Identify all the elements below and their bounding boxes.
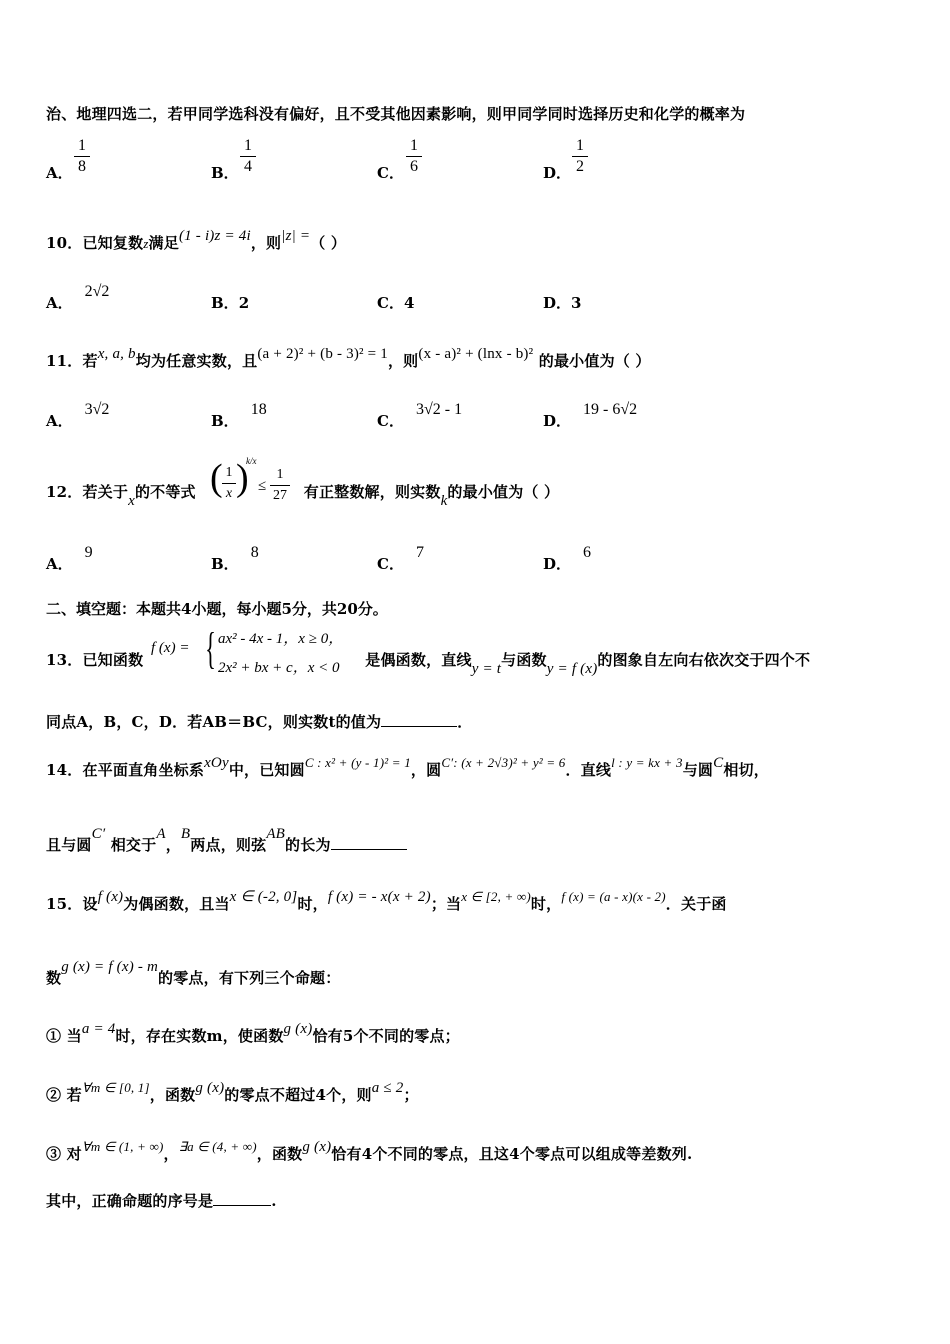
q14-circle-c2: C′: (x + 2√3)² + y² = 6 — [441, 755, 566, 770]
q9-stem: 治、地理四选二，若甲同学选科没有偏好，且不受其他因素影响，则甲同学同时选择历史和化学的概率为 — [46, 105, 746, 123]
numerator: 1 — [78, 137, 86, 154]
option-value: 2 — [238, 294, 250, 312]
q15-final — [46, 1190, 277, 1211]
q12-option-a[interactable] — [46, 544, 93, 574]
p3-cond1: ∀m ∈ (1, + ∞) — [81, 1139, 164, 1154]
option-label: D． — [543, 164, 572, 182]
option-label: A． — [46, 294, 73, 312]
q15-mid3: ；当 — [430, 895, 462, 913]
q14-tail: 相切， — [723, 761, 769, 779]
q13-end: ． — [457, 713, 473, 731]
q10-paren: （ ） — [310, 234, 347, 252]
denominator: x — [225, 486, 233, 501]
q13-prefix: 13．已知函数 — [46, 651, 144, 669]
p2-cond: ∀m ∈ [0, 1] — [81, 1080, 150, 1095]
q13-line2 — [46, 711, 472, 732]
q13-line: y = t — [471, 661, 502, 677]
q12-rhs-fraction — [270, 466, 290, 505]
q11-tail: ，则 — [387, 352, 419, 370]
q14-circle-c: C : x² + (y - 1)² = 1 — [304, 755, 411, 770]
q12-end: 的最小值为（ ） — [447, 483, 560, 501]
q12-k-var: k — [440, 493, 448, 509]
q15-proposition-2 — [46, 1080, 419, 1105]
q14-mid2: ，圆 — [410, 761, 442, 779]
q14-ab: AB — [266, 826, 286, 842]
p1-a: ① 当 — [46, 1027, 82, 1045]
option-label: D． — [543, 294, 572, 312]
option-label: D． — [543, 412, 572, 430]
option-label: A． — [46, 412, 73, 430]
p3-c: 恰有4个不同的零点，且这4个零点可以组成等差数列. — [331, 1145, 693, 1163]
option-label: B． — [211, 555, 239, 573]
option-label: C． — [377, 164, 404, 182]
q9-option-d[interactable] — [543, 162, 571, 183]
q15-proposition-1 — [46, 1021, 460, 1046]
q14-c: C — [713, 755, 724, 771]
option-label: B． — [211, 164, 239, 182]
denominator: 6 — [410, 158, 418, 175]
q15-line2b: 的零点，有下列三个命题： — [158, 969, 341, 987]
option-label: C． — [377, 412, 404, 430]
q11-end: 的最小值为（ ） — [538, 352, 651, 370]
q9-option-d-fraction — [572, 137, 588, 176]
q10-abs: |z| = — [281, 228, 311, 244]
p2-d: ； — [403, 1086, 419, 1104]
q10-equation: (1 - i)z = 4i — [178, 228, 251, 244]
p1-c: 恰有5个不同的零点； — [312, 1027, 460, 1045]
q14-line2b: 相交于 — [110, 836, 157, 854]
q15-cond2: x ∈ [2, + ∞) — [461, 889, 531, 904]
q15-mid4: 时， — [530, 895, 562, 913]
q15-mid2: 时， — [297, 895, 328, 913]
q13-line2-text: 同点A，B，C，D．若AB＝BC，则实数t的值为 — [46, 713, 382, 731]
q15-fx: f (x) — [97, 889, 124, 905]
q15-prefix: 15．设 — [46, 895, 98, 913]
option-label: A． — [46, 164, 73, 182]
p3-cond2: ∃a ∈ (4, + ∞) — [178, 1139, 257, 1154]
numerator: 1 — [244, 137, 252, 154]
option-value: 3 — [571, 294, 582, 312]
q10-option-a[interactable] — [46, 283, 110, 313]
q10-option-c[interactable] — [377, 292, 414, 313]
q10-option-b[interactable] — [211, 292, 249, 313]
q12-option-b[interactable] — [211, 544, 259, 574]
q13-case1: ax² - 4x - 1，x ≥ 0， — [218, 631, 344, 647]
q14-cprime: C′ — [91, 826, 106, 842]
q13-fx: f (x) = — [151, 640, 190, 656]
q15-mid: 为偶函数，且当 — [123, 895, 230, 913]
q15-expr1: f (x) = - x(x + 2) — [327, 889, 431, 905]
p2-gx: g (x) — [195, 1080, 225, 1096]
q11-mid: 均为任意实数，且 — [135, 352, 258, 370]
p2-c: 的零点不超过4个，则 — [224, 1086, 372, 1104]
q15-expr2: f (x) = (a - x)(x - 2) — [561, 889, 666, 904]
q15-proposition-3 — [46, 1139, 693, 1164]
q11-prefix: 11．若 — [46, 352, 98, 370]
q12-paren-left: ( — [210, 457, 223, 499]
q13-case2: 2x² + bx + c，x < 0 — [218, 660, 340, 676]
q11-expression: (x - a)² + (lnx - b)² — [418, 346, 534, 362]
option-label: C． — [377, 555, 404, 573]
q13-brace: { — [205, 624, 216, 673]
p2-a: ② 若 — [46, 1086, 82, 1104]
q12-mid: 的不等式 — [134, 483, 196, 501]
q15-final-end: . — [271, 1192, 277, 1210]
option-label: B． — [211, 294, 239, 312]
q15-tail: ．关于函 — [665, 895, 727, 913]
p3-comma: ， — [163, 1145, 179, 1163]
q13-tail: 的图象自左向右依次交于四个不 — [597, 651, 811, 669]
section-heading: 二、填空题：本题共4小题，每小题5分，共20分。 — [46, 600, 388, 618]
q11-vars: x, a, b — [97, 346, 136, 362]
option-value: 4 — [403, 294, 415, 312]
q11-option-d[interactable] — [543, 401, 638, 431]
q15-stem — [46, 889, 727, 914]
q12-exponent: k/x — [246, 456, 257, 466]
q10-stem — [46, 228, 347, 253]
q12-paren-right: ) — [236, 457, 249, 499]
option-value: 7 — [415, 544, 424, 561]
q11-option-b[interactable] — [211, 401, 267, 431]
q9-option-a[interactable] — [46, 162, 73, 183]
q14-mid3: ．直线 — [565, 761, 612, 779]
p3-a: ③ 对 — [46, 1145, 82, 1163]
q11-equation: (a + 2)² + (b - 3)² = 1 — [257, 346, 388, 362]
p1-eq: a = 4 — [81, 1021, 116, 1037]
q12-option-c[interactable] — [377, 544, 424, 574]
q14-mid4: 与圆 — [682, 761, 714, 779]
q11-option-c[interactable] — [377, 401, 463, 431]
q14-a: A — [156, 826, 166, 842]
denominator: 27 — [273, 488, 287, 503]
q11-stem — [46, 346, 651, 371]
q10-prefix: 10．已知复数 — [46, 234, 144, 252]
option-value: 3√2 — [84, 401, 110, 418]
q9-option-c-fraction — [406, 137, 422, 176]
answer-blank[interactable] — [331, 849, 407, 850]
p3-b: ，函数 — [256, 1145, 303, 1163]
q10-tail: ，则 — [250, 234, 282, 252]
q14-line2d: 的长为 — [285, 836, 331, 854]
q9-option-c[interactable] — [377, 162, 404, 183]
q10-mid: 满足 — [148, 234, 179, 252]
q15-cond1: x ∈ (-2, 0] — [229, 889, 298, 905]
p3-gx: g (x) — [302, 1139, 332, 1155]
option-value: 3√2 - 1 — [415, 401, 463, 418]
q13-mid: 是偶函数，直线 — [365, 651, 472, 669]
option-value: 2√2 — [84, 283, 110, 300]
q14-line-l: l : y = kx + 3 — [611, 755, 683, 770]
q13-mid2: 与函数 — [501, 651, 547, 669]
q14-line2c: 两点，则弦 — [190, 836, 267, 854]
option-value: 8 — [250, 544, 259, 561]
p1-gx: g (x) — [283, 1021, 313, 1037]
q15-final-text: 其中，正确命题的序号是 — [46, 1192, 214, 1210]
p2-b: ，函数 — [149, 1086, 196, 1104]
q12-stem — [46, 481, 560, 509]
q14-line2 — [46, 826, 407, 855]
denominator: 2 — [576, 158, 584, 175]
q14-mid: 中，已知圆 — [228, 761, 305, 779]
q12-base-fraction — [222, 464, 236, 503]
option-value: 9 — [84, 544, 93, 561]
denominator: 4 — [244, 158, 252, 175]
q15-line2 — [46, 959, 341, 988]
numerator: 1 — [410, 137, 418, 154]
option-value: 6 — [583, 544, 592, 561]
q12-var: x — [128, 493, 135, 509]
q13-func: y = f (x) — [546, 661, 598, 677]
q10-option-d[interactable] — [543, 292, 581, 313]
denominator: 8 — [78, 158, 86, 175]
answer-blank[interactable] — [213, 1205, 271, 1206]
answer-blank[interactable] — [381, 726, 457, 727]
option-value: 19 - 6√2 — [583, 401, 638, 418]
q9-option-b-fraction — [240, 137, 256, 176]
p2-eq: a ≤ 2 — [371, 1080, 404, 1096]
option-value: 18 — [250, 401, 267, 418]
p1-b: 时，存在实数m，使函数 — [115, 1027, 284, 1045]
q14-prefix: 14．在平面直角坐标系 — [46, 761, 205, 779]
q12-relation: ≤ — [258, 478, 267, 494]
q14-stem — [46, 755, 769, 780]
q12-prefix: 12．若关于 — [46, 483, 129, 501]
numerator: 1 — [225, 465, 233, 480]
q15-line2a: 数 — [46, 969, 62, 987]
q9-option-b[interactable] — [211, 162, 239, 183]
numerator: 1 — [276, 467, 284, 482]
option-label: B． — [211, 412, 239, 430]
q15-gdef: g (x) = f (x) - m — [61, 959, 159, 975]
q11-option-a[interactable] — [46, 401, 110, 431]
q12-tail: 有正整数解，则实数 — [303, 483, 441, 501]
numerator: 1 — [576, 137, 584, 154]
option-label: D． — [543, 555, 572, 573]
q10-var: z — [143, 236, 149, 251]
option-label: A． — [46, 555, 73, 573]
q14-xoy: xOy — [204, 755, 229, 771]
q14-comma: ， — [165, 836, 181, 854]
q14-line2a: 且与圆 — [46, 836, 92, 854]
q14-b: B — [180, 826, 191, 842]
q12-option-d[interactable] — [543, 544, 592, 574]
option-label: C． — [377, 294, 404, 312]
q9-option-a-fraction — [74, 137, 90, 176]
